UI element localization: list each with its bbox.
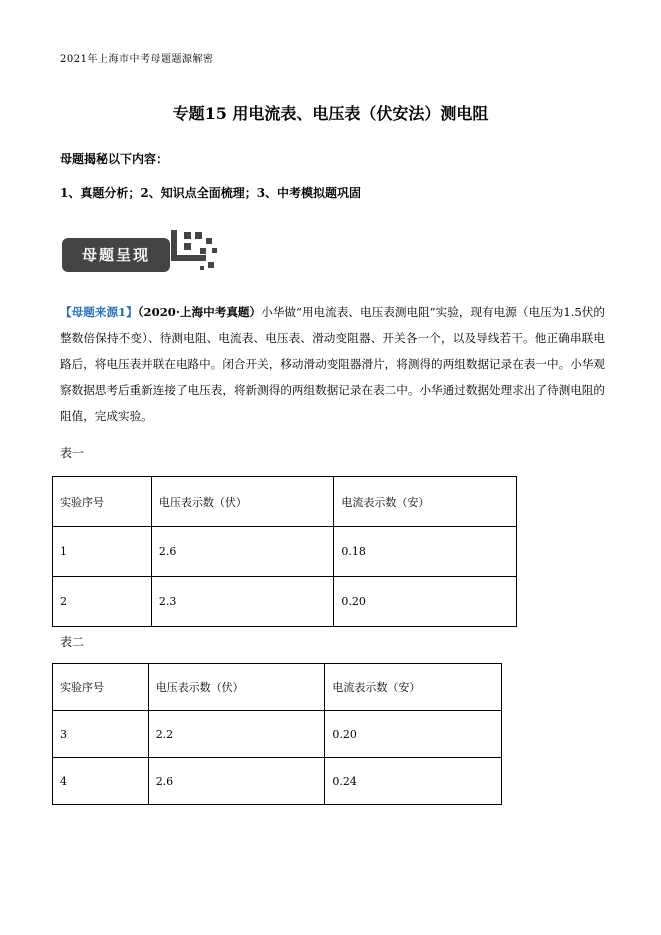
table-cell: 2.6 [151,527,334,577]
table-cell: 3 [53,711,149,758]
banner-decoration-icon [170,228,220,276]
table-row [53,758,502,805]
table-header-row [53,477,517,527]
table-cell: 2.3 [151,577,334,627]
table-cell: 2 [53,577,152,627]
table-cell: 0.20 [325,711,502,758]
question-paragraph [60,299,605,429]
page-title: 专题15 用电流表、电压表（伏安法）测电阻 [172,104,489,123]
table-cell: 1 [53,527,152,577]
table-cell: 4 [53,758,149,805]
table-1-caption: 表一 [60,446,85,460]
table-cell: 0.20 [334,577,517,627]
outline-line: 1、真题分析；2、知识点全面梳理；3、中考模拟题巩固 [60,186,362,200]
header-note: 2021年上海市中考母题题源解密 [60,54,214,65]
source-label: 【母题来源1】 [60,305,138,319]
header-cell: 实验序号 [53,477,152,527]
table-cell: 0.18 [334,527,517,577]
table-cell: 2.6 [148,758,325,805]
table-header-row [53,664,502,711]
table-row [53,527,517,577]
header-cell: 电压表示数（伏） [151,477,334,527]
table-cell: 0.24 [325,758,502,805]
reveal-heading: 母题揭秘以下内容： [60,152,169,166]
table-row [53,711,502,758]
table-1 [52,476,517,627]
header-cell: 电流表示数（安） [325,664,502,711]
question-text: 小华做“用电流表、电压表测电阻”实验，现有电源（电压为1.5伏的整数倍保持不变）、待测电阻、电流表、电压表、滑动变阻器、开关各一个，以及导线若干。他正确串联电路后，将电压表并联在电路中。闭合开关，移动滑动变阻器滑片，将测得的两组数据记录在表一中。小华观察数据思考后重新连接了电压表，将新测得的两组数据记录在表二中。小华通过数据处理求出了待测电阻的阻值，完成实验。 [60,305,605,423]
table-row [53,577,517,627]
table-cell: 2.2 [148,711,325,758]
table-2-caption: 表二 [60,635,85,649]
header-cell: 实验序号 [53,664,149,711]
section-banner [62,228,222,276]
header-cell: 电流表示数（安） [334,477,517,527]
header-cell: 电压表示数（伏） [148,664,325,711]
table-2 [52,663,502,805]
source-year: （2020·上海中考真题） [137,305,262,319]
banner-label: 母题呈现 [62,238,170,272]
